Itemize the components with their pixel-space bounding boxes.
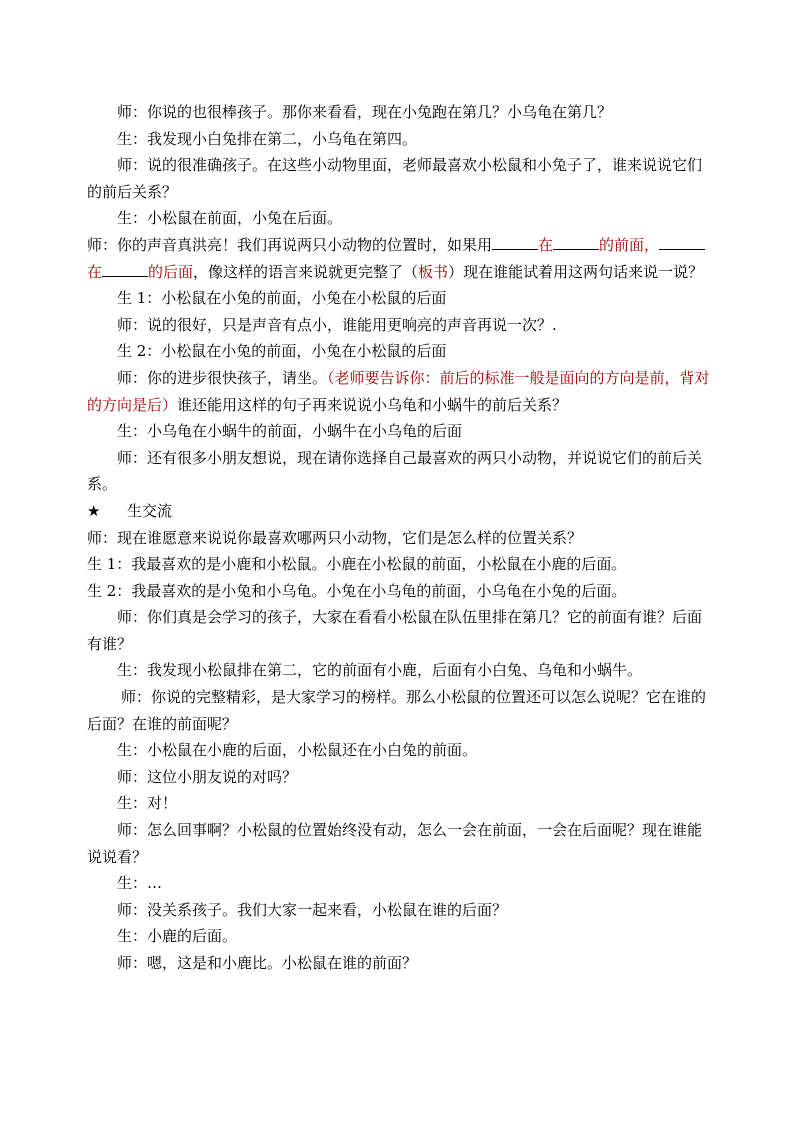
dialogue-text-highlight: 在 bbox=[538, 235, 554, 254]
dialogue-text: 师：你的进步很快孩子，请坐。 bbox=[117, 368, 328, 387]
dialogue-text: 师：嗯，这是和小鹿比。小松鼠在谁的前面？ bbox=[117, 954, 418, 972]
dialogue-text: 师：说的很好，只是声音有点小，谁能用更响亮的声音再说一次？. bbox=[117, 315, 557, 334]
fill-blank bbox=[492, 233, 538, 250]
dialogue-line bbox=[87, 126, 713, 153]
dialogue-line bbox=[87, 604, 713, 657]
dialogue-text-highlight: 板书 bbox=[418, 262, 449, 281]
dialogue-line bbox=[87, 418, 713, 445]
dialogue-text: 师：你说的也很棒孩子。那你来看看，现在小兔跑在第几？小乌龟在第几？ bbox=[117, 103, 613, 121]
dialogue-text: 谁还能用这样的句子再来说说小乌龟和小蜗牛的前后关系？ bbox=[177, 395, 568, 414]
dialogue-line bbox=[87, 790, 713, 817]
dialogue-text: ，像这样的语言来说就更完整了（ bbox=[193, 262, 419, 281]
dialogue-text: 师：没关系孩子。我们大家一起来看，小松鼠在谁的后面？ bbox=[117, 900, 508, 919]
dialogue-line bbox=[87, 897, 713, 924]
dialogue-text: ）现在谁能试着用这两句话来说一说？ bbox=[448, 262, 704, 281]
dialogue-text-highlight: （老师要告诉你：前后的标准一般是面向的方向是前，背对的方向是后） bbox=[87, 368, 710, 414]
dialogue-text: 生：小松鼠在前面，小兔在后面。 bbox=[117, 209, 343, 228]
dialogue-text: 生 2：小松鼠在小兔的前面，小兔在小松鼠的后面 bbox=[117, 342, 447, 361]
dialogue-line bbox=[87, 285, 713, 312]
dialogue-line bbox=[87, 657, 713, 684]
fill-blank bbox=[102, 260, 148, 277]
dialogue-line bbox=[87, 205, 713, 232]
lesson-transcript bbox=[87, 99, 713, 977]
section-heading-text: 生交流 bbox=[127, 501, 173, 520]
dialogue-line bbox=[87, 232, 713, 285]
dialogue-text-highlight: 在 bbox=[87, 262, 103, 281]
dialogue-text: 生：小松鼠在小鹿的后面，小松鼠还在小白兔的前面。 bbox=[117, 741, 478, 760]
dialogue-line bbox=[87, 445, 713, 498]
dialogue-text: 生：… bbox=[117, 874, 163, 893]
dialogue-text: 生：小乌龟在小蜗牛的前面，小蜗牛在小乌龟的后面 bbox=[117, 422, 463, 441]
dialogue-text: 生：我发现小白兔排在第二，小乌龟在第四。 bbox=[117, 129, 418, 148]
dialogue-text: 师：你的声音真洪亮！我们再说两只小动物的位置时，如果用 bbox=[87, 235, 493, 254]
fill-blank bbox=[659, 233, 705, 250]
dialogue-line bbox=[87, 99, 713, 126]
dialogue-line bbox=[87, 684, 713, 737]
star-icon: ★ bbox=[87, 501, 101, 520]
dialogue-text: 师：现在谁愿意来说说你最喜欢哪两只小动物，它们是怎么样的位置关系？ bbox=[87, 528, 583, 547]
dialogue-line bbox=[87, 737, 713, 764]
dialogue-text: 师：这位小朋友说的对吗？ bbox=[117, 767, 298, 786]
dialogue-line bbox=[87, 764, 713, 791]
dialogue-text: 生 1：小松鼠在小兔的前面，小兔在小松鼠的后面 bbox=[117, 289, 447, 308]
dialogue-line bbox=[87, 950, 713, 977]
dialogue-line bbox=[87, 870, 713, 897]
dialogue-text: 师：说的很准确孩子。在这些小动物里面，老师最喜欢小松鼠和小兔子了，谁来说说它们的前后关系？ bbox=[87, 156, 703, 201]
fill-blank bbox=[553, 233, 599, 250]
dialogue-text: 生 2：我最喜欢的是小兔和小乌龟。小兔在小乌龟的前面，小乌龟在小兔的后面。 bbox=[87, 581, 627, 600]
dialogue-line bbox=[87, 152, 713, 205]
dialogue-line bbox=[87, 923, 713, 950]
dialogue-line bbox=[87, 338, 713, 365]
dialogue-line bbox=[87, 525, 713, 552]
dialogue-text: 师：你说的完整精彩，是大家学习的榜样。那么小松鼠的位置还可以怎么说呢？它在谁的后面？在谁的前面呢？ bbox=[87, 688, 707, 733]
dialogue-line bbox=[87, 817, 713, 870]
dialogue-line bbox=[87, 312, 713, 339]
dialogue-text: 生 1：我最喜欢的是小鹿和小松鼠。小鹿在小松鼠的前面，小松鼠在小鹿的后面。 bbox=[87, 555, 627, 574]
dialogue-line bbox=[87, 578, 713, 605]
dialogue-text: 生：我发现小松鼠排在第二，它的前面有小鹿，后面有小白兔、乌龟和小蜗牛。 bbox=[117, 661, 643, 680]
dialogue-line bbox=[87, 365, 713, 418]
dialogue-text: 生：对！ bbox=[117, 794, 178, 813]
dialogue-text: 师：怎么回事啊？小松鼠的位置始终没有动，怎么一会在前面，一会在后面呢？现在谁能说说看？ bbox=[87, 821, 703, 866]
dialogue-text-highlight: 的后面 bbox=[148, 262, 194, 281]
dialogue-text: 师：还有很多小朋友想说，现在请你选择自己最喜欢的两只小动物，并说说它们的前后关系。 bbox=[87, 448, 703, 494]
section-heading bbox=[87, 498, 713, 525]
dialogue-text: 生：小鹿的后面。 bbox=[117, 927, 238, 946]
dialogue-text: 师：你们真是会学习的孩子，大家在看看小松鼠在队伍里排在第几？它的前面有谁？后面有谁？ bbox=[87, 608, 703, 653]
dialogue-line bbox=[87, 551, 713, 578]
dialogue-text-highlight: 的前面， bbox=[599, 235, 660, 254]
